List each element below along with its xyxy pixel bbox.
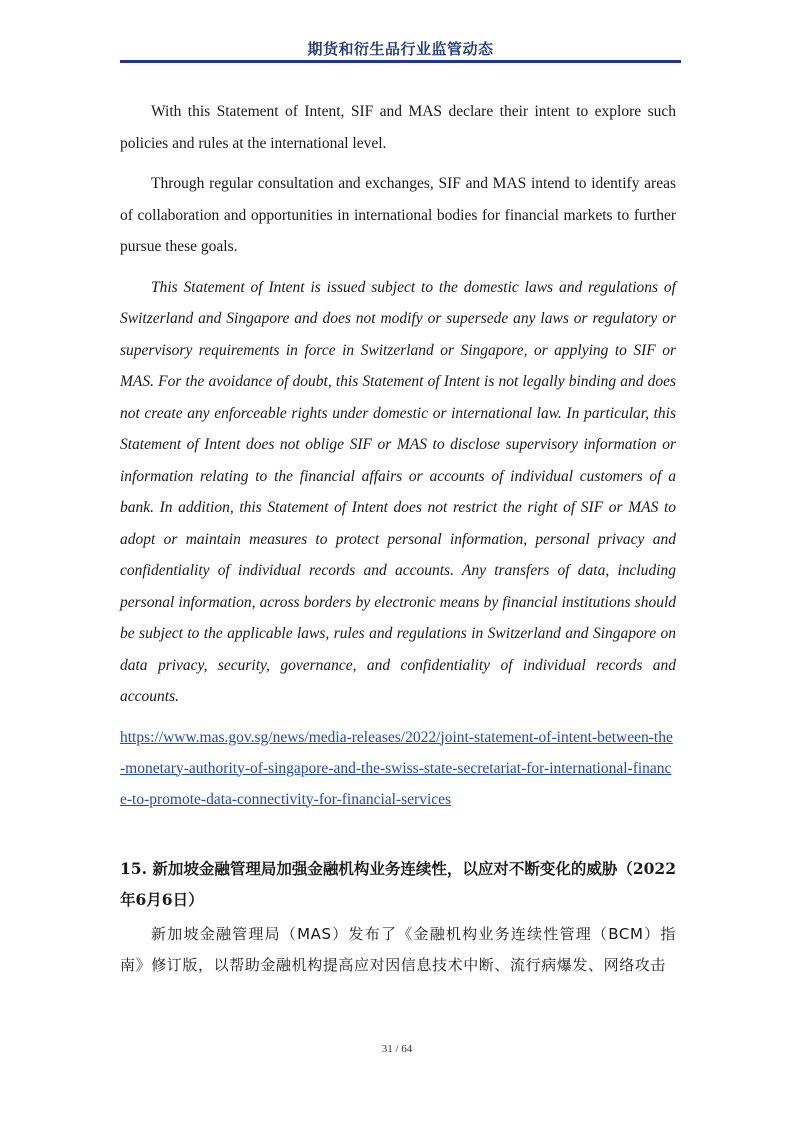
section-body-paragraph: 新加坡金融管理局（MAS）发布了《金融机构业务连续性管理（BCM）指南》修订版，以帮助金融机构提高应对因信息技术中断、流行病爆发、网络攻击 — [120, 924, 676, 974]
source-link[interactable]: https://www.mas.gov.sg/news/media-releases/2022/joint-statement-of-intent-between-the-monetary-authority-of-singapore-and-the-swiss-state-secretariat-for-international-finance-to-promote-data-connectivity-for-financial-services — [120, 728, 673, 808]
paragraph-legal-disclaimer: This Statement of Intent is issued subject to the domestic laws and regulations of Switzerland and Singapore and does not modify or supersede any laws or regulatory or supervisory requirements in force in Switzerland or Singapore, or applying to SIF or MAS. For the avoidance of doubt, this Statement of Intent is not legally binding and does not create any enforceable rights under domestic or international law. In particular, this Statement of Intent does not oblige SIF or MAS to disclose supervisory information or information relating to the financial affairs or accounts of individual customers of a bank. In addition, this Statement of Intent does not restrict the right of SIF or MAS to adopt or maintain measures to protect personal information, personal privacy and confidentiality of individual records and accounts. Any transfers of data, including personal information, across borders by electronic means by financial institutions should be subject to the applicable laws, rules and regulations in Switzerland and Singapore on data privacy, security, governance, and confidentiality of individual records and accounts. — [120, 278, 676, 705]
header-divider — [120, 60, 681, 63]
page-number: 31 / 64 — [381, 1043, 413, 1055]
document-body — [120, 96, 676, 981]
section-heading: 15. 新加坡金融管理局加强金融机构业务连续性，以应对不断变化的威胁（2022年6月6日） — [120, 858, 677, 909]
page-header-title: 期货和衍生品行业监管动态 — [307, 40, 494, 58]
paragraph-statement-intent: With this Statement of Intent, SIF and MAS declare their intent to explore such policies and rules at the international level. — [120, 103, 676, 152]
paragraph-consultation: Through regular consultation and exchanges, SIF and MAS intend to identify areas of collaboration and opportunities in international bodies for financial markets to further pursue these goals. — [120, 175, 676, 255]
